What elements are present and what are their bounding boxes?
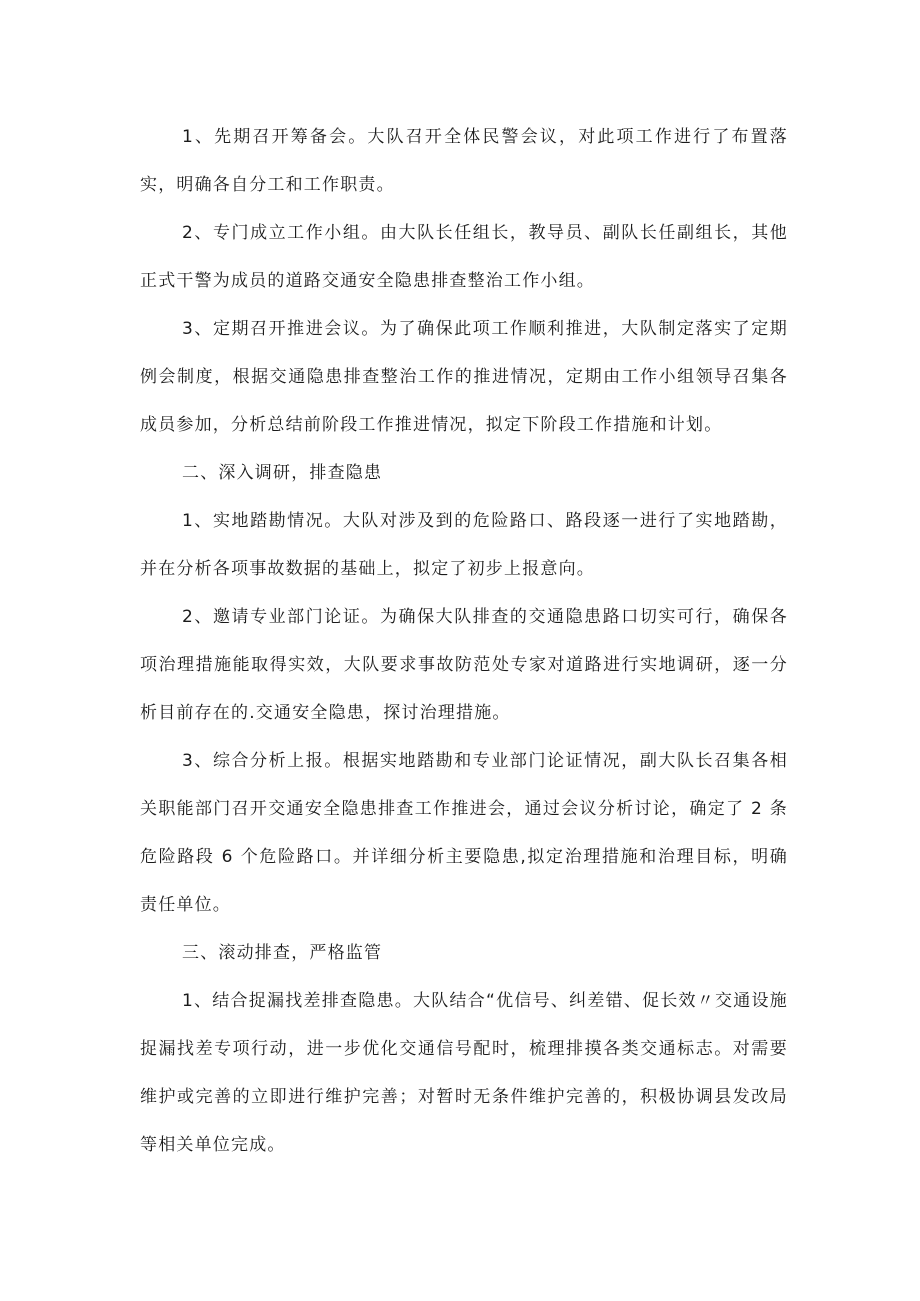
paragraph-analysis-report: 3、综合分析上报。根据实地踏勘和专业部门论证情况，副大队长召集各相关职能部门召开交通安全隐患排查工作推进会，通过会议分析讨论，确定了 2 条危险路段 6 个危险路口。并详细分析主要隐患,拟定治理措施和治理目标，明确责任单位。 (140, 751, 788, 915)
paragraph-expert-review: 2、邀请专业部门论证。为确保大队排查的交通隐患路口切实可行，确保各项治理措施能取得实效，大队要求事故防范处专家对道路进行实地调研，逐一分析目前存在的.交通安全隐患，探讨治理措施。 (140, 607, 788, 723)
paragraph-prep-meeting: 1、先期召开筹备会。大队召开全体民警会议，对此项工作进行了布置落实，明确各自分工和工作职责。 (140, 127, 788, 195)
section-heading-supervision: 三、滚动排查，严格监管 (182, 943, 383, 963)
paragraph-hazard-check: 1、结合捉漏找差排查隐患。大队结合“优信号、纠差错、促长效〃交通设施捉漏找差专项行动，进一步优化交通信号配时，梳理排摸各类交通标志。对需要维护或完善的立即进行维护完善；对暂时无条件维护完善的，积极协调县发改局等相关单位完成。 (140, 991, 788, 1155)
paragraph-work-group: 2、专门成立工作小组。由大队长任组长，教导员、副队长任副组长，其他正式干警为成员的道路交通安全隐患排查整治工作小组。 (140, 223, 788, 291)
section-heading-investigation: 二、深入调研，排查隐患 (182, 463, 383, 483)
paragraph-site-survey: 1、实地踏勘情况。大队对涉及到的危险路口、路段逐一进行了实地踏勘，并在分析各项事故数据的基础上，拟定了初步上报意向。 (140, 511, 788, 579)
paragraph-progress-meeting: 3、定期召开推进会议。为了确保此项工作顺利推进，大队制定落实了定期例会制度，根据交通隐患排查整治工作的推进情况，定期由工作小组领导召集各成员参加，分析总结前阶段工作推进情况，拟定下阶段工作措施和计划。 (140, 319, 788, 435)
